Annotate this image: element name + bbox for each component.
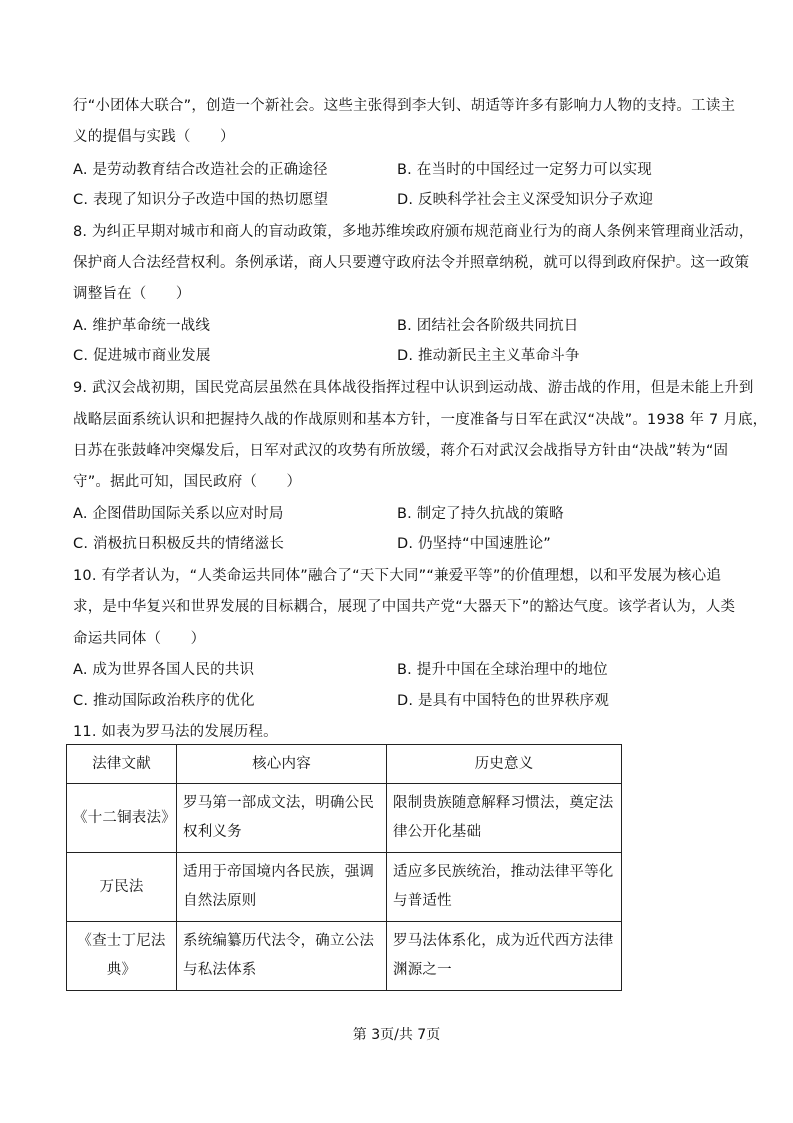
roman-law-table xyxy=(66,744,622,991)
table-cell-significance: 限制贵族随意解释习惯法，奠定法律公开化基础 xyxy=(387,784,622,853)
table-header-cell: 历史意义 xyxy=(387,745,622,784)
table-cell-content: 适用于帝国境内各民族，强调自然法原则 xyxy=(177,853,387,922)
q8-option-c: C. 促进城市商业发展 xyxy=(73,348,211,364)
q10-text-line-3: 命运共同体（ ） xyxy=(73,631,206,647)
q8-text-line-2: 保护商人合法经营权利。条例承诺，商人只要遵守政府法令并照章纳税，就可以得到政府保护。这一政策 xyxy=(73,255,750,271)
q7-text-line-2: 义的提倡与实践（ ） xyxy=(73,129,235,145)
table-cell-content: 系统编纂历代法令，确立公法与私法体系 xyxy=(177,922,387,991)
q7-option-a: A. 是劳动教育结合改造社会的正确途径 xyxy=(73,162,328,178)
table-header-cell: 法律文献 xyxy=(67,745,177,784)
q8-option-b: B. 团结社会各阶级共同抗日 xyxy=(397,318,579,334)
table-cell-significance: 适应多民族统治，推动法律平等化与普适性 xyxy=(387,853,622,922)
q9-text-line-3: 日苏在张鼓峰冲突爆发后，日军对武汉的攻势有所放缓，蒋介石对武汉会战指导方针由“决战”转为“固 xyxy=(73,443,729,459)
q10-option-a: A. 成为世界各国人民的共识 xyxy=(73,662,255,678)
table-header-cell: 核心内容 xyxy=(177,745,387,784)
q9-text-line-2: 战略层面系统认识和把握持久战的作战原则和基本方针，一度准备与日军在武汉“决战”。1938 年 7 月底， xyxy=(73,412,768,428)
q7-text-line-1: 行“小团体大联合”，创造一个新社会。这些主张得到李大钊、胡适等许多有影响力人物的支持。工读主 xyxy=(73,98,736,114)
q7-option-c: C. 表现了知识分子改造中国的热切愿望 xyxy=(73,192,329,208)
table-cell-document: 《十二铜表法》 xyxy=(67,784,177,853)
table-cell-significance: 罗马法体系化，成为近代西方法律渊源之一 xyxy=(387,922,622,991)
table-header-row xyxy=(67,745,622,784)
table-row xyxy=(67,922,622,991)
table-row xyxy=(67,784,622,853)
q10-option-b: B. 提升中国在全球治理中的地位 xyxy=(397,662,608,678)
table-cell-document: 《查士丁尼法典》 xyxy=(67,922,177,991)
q8-text-line-1: 8. 为纠正早期对城市和商人的盲动政策，多地苏维埃政府颁布规范商业行为的商人条例来管理商业活动， xyxy=(73,224,754,240)
table-cell-content: 罗马第一部成文法，明确公民权利义务 xyxy=(177,784,387,853)
q7-option-b: B. 在当时的中国经过一定努力可以实现 xyxy=(397,162,652,178)
q9-option-a: A. 企图借助国际关系以应对时局 xyxy=(73,506,284,522)
q8-text-line-3: 调整旨在（ ） xyxy=(73,286,191,302)
q9-option-c: C. 消极抗日积极反共的情绪滋长 xyxy=(73,536,285,552)
q9-option-b: B. 制定了持久抗战的策略 xyxy=(397,506,564,522)
q9-option-d: D. 仍坚持“中国速胜论” xyxy=(397,536,552,552)
q9-text-line-4: 守”。据此可知，国民政府（ ） xyxy=(73,474,302,490)
q10-text-line-1: 10. 有学者认为，“人类命运共同体”融合了“天下大同”“兼爱平等”的价值理想，以和平发展为核心追 xyxy=(73,568,722,584)
q10-text-line-2: 求，是中华复兴和世界发展的目标耦合，展现了中国共产党“大器天下”的豁达气度。该学者认为，人类 xyxy=(73,599,736,615)
q8-option-d: D. 推动新民主主义革命斗争 xyxy=(397,348,580,364)
q8-option-a: A. 维护革命统一战线 xyxy=(73,318,211,334)
table-cell-document: 万民法 xyxy=(67,853,177,922)
q10-option-d: D. 是具有中国特色的世界秩序观 xyxy=(397,693,610,709)
q11-text-line-1: 11. 如表为罗马法的发展历程。 xyxy=(73,724,278,740)
page-number-footer: 第 3页/共 7页 xyxy=(352,1027,441,1043)
q10-option-c: C. 推动国际政治秩序的优化 xyxy=(73,693,255,709)
q9-text-line-1: 9. 武汉会战初期，国民党高层虽然在具体战役指挥过程中认识到运动战、游击战的作用，但是未能上升到 xyxy=(73,380,754,396)
table-row xyxy=(67,853,622,922)
q7-option-d: D. 反映科学社会主义深受知识分子欢迎 xyxy=(397,192,654,208)
